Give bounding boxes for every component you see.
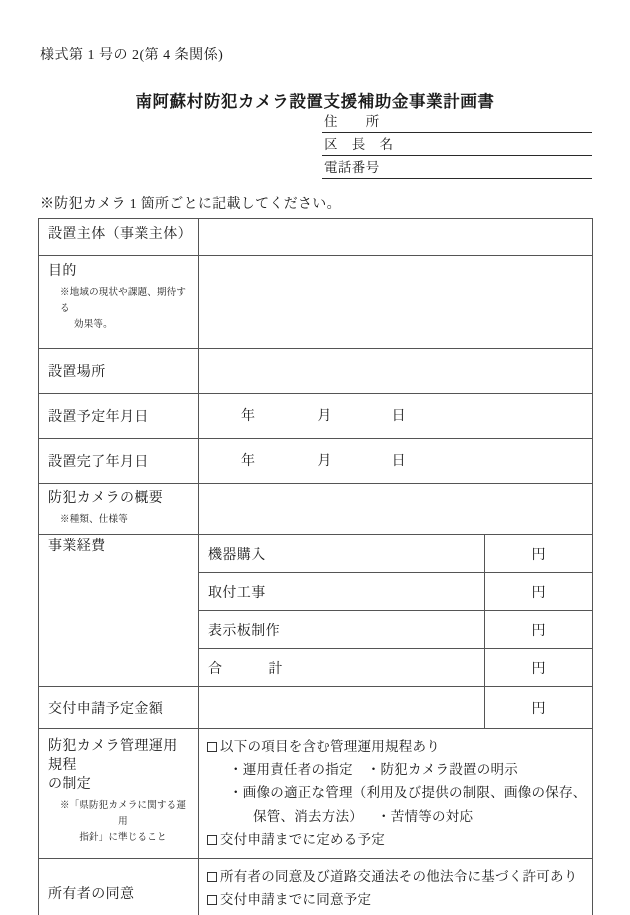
expense-unit-total: 円 [531,662,546,678]
owner-consent-checkbox-group [199,859,592,915]
table-row-owner-consent [39,859,593,915]
owner-consent-option1-row[interactable] [207,865,586,888]
regulations-bullet-row-2 [207,781,586,804]
expenses-label: 事業経費 [48,539,106,555]
regulations-option2-label: 交付申請までに定める予定 [220,831,385,847]
regulations-label-line1: 防犯カメラ管理運用規程 [48,739,178,773]
label-cell-completion-date [39,439,199,484]
value-cell-owner-consent [199,859,593,915]
label-cell-location [39,349,199,394]
applicant-name-label: 区 長 名 [324,137,394,152]
planned-date-label: 設置予定年月日 [48,410,149,425]
label-cell-grant-amount [39,687,199,729]
owner-consent-option1-label: 所有者の同意及び道路交通法その他法令に基づく許可あり [220,869,578,885]
expense-total-label-part2: 計 [268,662,283,678]
completion-date-fields [199,439,592,480]
owner-consent-option2-label: 交付申請までに同意予定 [220,892,372,908]
value-cell-completion-date[interactable] [199,439,593,484]
checkbox-icon[interactable] [207,895,217,905]
regulations-bullet-2c: ・苦情等の対応 [377,808,474,824]
expense-name-cell-total [199,649,485,687]
expense-name-signboard: 表示板制作 [208,624,280,640]
value-cell-purpose[interactable] [199,256,593,349]
table-row-purpose [39,256,593,349]
applicant-name-row [322,133,592,156]
completion-date-year: 年 [241,454,256,469]
table-row-grant-amount [39,687,593,729]
label-cell-camera-overview [39,484,199,535]
table-row-completion-date [39,439,593,484]
expense-name-cell-signboard [199,611,485,649]
regulations-note-line2: 指針」に準じること [79,832,167,843]
owner-consent-option2-row[interactable] [207,888,586,911]
camera-overview-label: 防犯カメラの概要 [48,491,164,506]
expense-name-equipment: 機器購入 [208,548,266,564]
camera-overview-note: ※種類、仕様等 [60,514,128,525]
regulations-option1-label: 以下の項目を含む管理運用規程あり [220,739,440,755]
grant-amount-label: 交付申請予定金額 [48,701,164,717]
table-row-location [39,349,593,394]
label-cell-expenses [39,535,199,687]
expense-amount-cell-equipment[interactable] [485,535,593,573]
plan-form-table [38,218,593,915]
expense-amount-cell-signboard[interactable] [485,611,593,649]
table-row-expense-equipment [39,535,593,573]
table-row-subject [39,219,593,256]
label-cell-owner-consent [39,859,199,915]
table-row-planned-date [39,394,593,439]
regulations-note [48,798,190,846]
location-label: 設置場所 [48,365,106,380]
owner-consent-label: 所有者の同意 [48,887,135,903]
regulations-checkbox-group [199,729,592,858]
expense-unit-installation: 円 [531,586,546,602]
completion-date-label: 設置完了年月日 [48,455,149,470]
regulations-option2-row[interactable] [207,828,586,851]
regulations-bullet-2b: 保管、消去方法） [253,808,363,824]
planned-date-year: 年 [241,409,256,424]
purpose-note-line1: ※地域の現状や課題、期待する [60,287,187,315]
checkbox-icon[interactable] [207,742,217,752]
expense-name-cell-equipment [199,535,485,573]
regulations-bullet-row-1 [207,758,586,781]
value-cell-location[interactable] [199,349,593,394]
regulations-label-line2: の制定 [48,776,92,792]
grant-amount-value-cell[interactable] [485,687,593,729]
expense-total-label-part1: 合 [208,662,223,678]
expense-name-cell-installation [199,573,485,611]
regulations-option1-row[interactable] [207,735,586,758]
regulations-bullet-1b: ・防犯カメラ設置の明示 [366,762,518,778]
checkbox-icon[interactable] [207,835,217,845]
expense-name-installation: 取付工事 [208,586,266,602]
label-cell-regulations [39,729,199,859]
grant-amount-unit: 円 [531,702,546,718]
purpose-note [48,285,190,333]
regulations-note-line1: ※「県防犯カメラに関する運用 [59,800,187,827]
applicant-phone-label: 電話番号 [324,160,380,175]
expense-unit-signboard: 円 [531,624,546,640]
purpose-note-line2: 効果等。 [74,320,113,331]
label-cell-purpose [39,256,199,349]
form-number: 様式第 1 号の 2(第 4 条関係) [40,48,224,63]
table-note: ※防犯カメラ 1 箇所ごとに記載してください。 [40,197,341,212]
applicant-phone-row [322,156,592,179]
regulations-bullet-2a: ・画像の適正な管理（利用及び提供の制限、画像の保存、 [229,785,587,801]
value-cell-regulations [199,729,593,859]
table-row-regulations [39,729,593,859]
regulations-bullet-row-3 [207,805,586,828]
page-title: 南阿蘇村防犯カメラ設置支援補助金事業計画書 [135,92,495,111]
table-row-camera-overview [39,484,593,535]
applicant-address-label: 住 所 [324,114,380,129]
planned-date-day: 日 [391,409,407,424]
subject-label: 設置主体（事業主体） [48,227,192,242]
value-cell-subject[interactable] [199,219,593,256]
expense-unit-equipment: 円 [531,548,546,564]
expense-name-total [199,649,484,686]
checkbox-icon[interactable] [207,872,217,882]
planned-date-month: 月 [317,409,332,424]
expense-amount-cell-installation[interactable] [485,573,593,611]
label-cell-planned-date [39,394,199,439]
purpose-label: 目的 [48,264,77,279]
completion-date-month: 月 [317,454,332,469]
applicant-info-block [322,110,592,179]
grant-amount-blank-cell[interactable] [199,687,485,729]
value-cell-camera-overview[interactable] [199,484,593,535]
label-cell-subject [39,219,199,256]
applicant-address-row [322,110,592,133]
completion-date-day: 日 [391,454,407,469]
value-cell-planned-date[interactable] [199,394,593,439]
planned-date-fields [199,394,592,435]
regulations-bullet-1a: ・運用責任者の指定 [229,762,353,778]
expense-amount-cell-total[interactable] [485,649,593,687]
